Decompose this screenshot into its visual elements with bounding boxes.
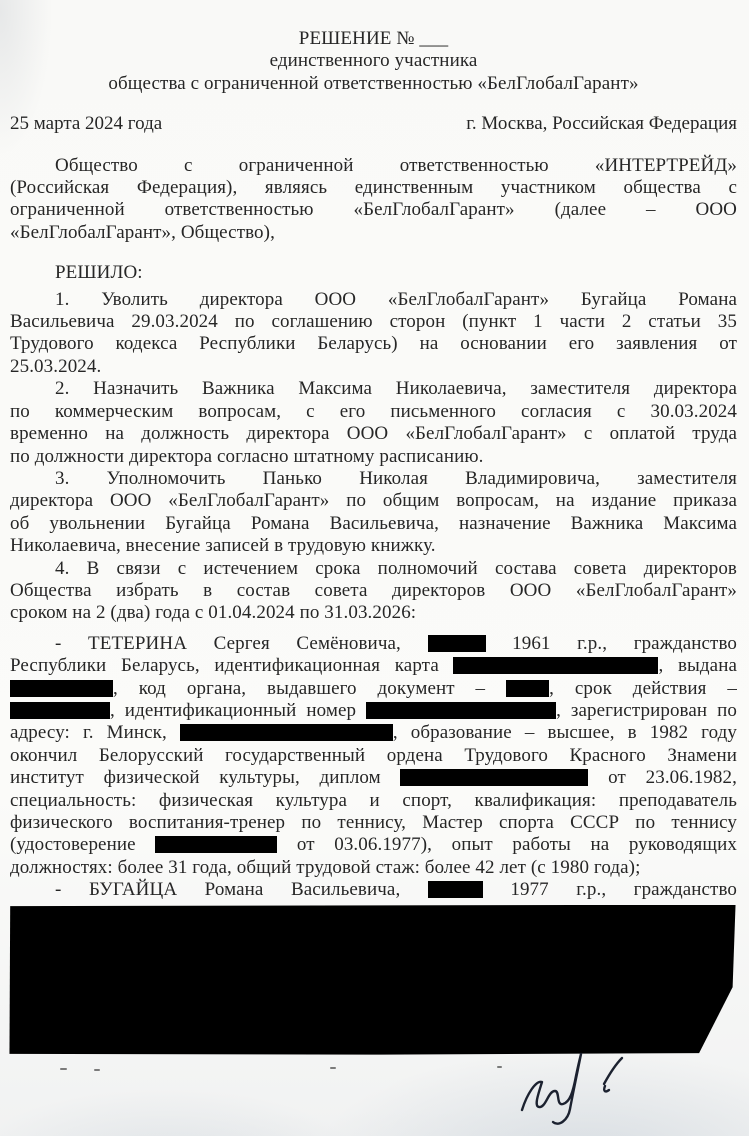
document-date: 25 марта 2024 года	[10, 113, 163, 135]
resolution-item-1	[10, 289, 737, 379]
doc-line: окончил Белорусский государственный ордена Трудового Красного Знамени	[10, 744, 737, 766]
title-line-2: единственного участника	[269, 50, 478, 72]
doc-line: 3. Уполномочить Панько Николая Владимировича, заместителя	[55, 467, 737, 489]
redaction-box	[10, 702, 110, 719]
doc-line: 1. Уволить директора ООО «БелГлобалГарант» Бугайца Романа	[55, 288, 737, 310]
doc-line	[10, 700, 737, 722]
council-member-teterina	[10, 633, 737, 879]
doc-line: Николаевича, внесение записей в трудовую книжку.	[10, 535, 436, 557]
text-segment: от 03.06.1977), опыт работы на руководящих	[277, 834, 737, 856]
document-place: г. Москва, Российская Федерация	[466, 113, 737, 135]
scan-artifact	[60, 1068, 67, 1070]
doc-line: ограниченной ответственностью «БелГлобалГарант» (далее – ООО	[10, 199, 737, 221]
redaction-box	[180, 724, 393, 741]
resolution-items	[10, 289, 737, 1055]
redaction-box	[506, 680, 549, 697]
text-segment: - ТЕТЕРИНА Сергея Семёновича,	[55, 632, 428, 654]
redaction-box	[428, 881, 483, 898]
doc-line: Общества избрать в состав совета директоров ООО «БелГлобалГарант»	[10, 579, 737, 601]
resolved-heading	[10, 262, 737, 284]
resolution-item-4	[10, 558, 737, 625]
doc-line	[10, 633, 737, 655]
doc-line: по должности директора согласно штатному расписанию.	[10, 445, 484, 467]
doc-line: специальность: физическая культура и спорт, квалификация: преподаватель	[10, 789, 737, 811]
text-segment: 1977 г.р., гражданство	[482, 879, 737, 901]
redaction-box	[453, 657, 658, 674]
doc-line: Трудового кодекса Республики Беларусь) на основании его заявления от	[10, 333, 737, 355]
council-member-bugaitsa	[10, 879, 737, 901]
doc-line: 2. Назначить Важника Максима Николаевича, заместителя директора	[55, 378, 737, 400]
doc-line: сроком на 2 (два) года с 01.04.2024 по 31.03.2026:	[10, 602, 417, 624]
text-segment: , образование – высшее, в 1982 году	[392, 722, 737, 744]
redaction-box	[400, 769, 588, 786]
scan-artifact	[94, 1069, 100, 1071]
redaction-block-large	[8, 905, 737, 1055]
title-line-3: общества с ограниченной ответственностью «БелГлобалГарант»	[108, 72, 639, 94]
document-title	[10, 28, 737, 95]
document-content	[10, 0, 737, 1055]
text-segment: адресу: г. Минск,	[10, 722, 180, 744]
doc-line: 4. В связи с истечением срока полномочий состава совета директоров	[55, 557, 737, 579]
doc-line	[10, 834, 737, 856]
doc-line: Общество с ограниченной ответственностью «ИНТЕРТРЕЙД»	[55, 154, 737, 176]
text-segment: от 23.06.1982,	[588, 767, 737, 789]
text-segment: Республики Беларусь, идентификационная карта	[10, 655, 454, 677]
doc-line: должностях: более 31 года, общий трудовой стаж: более 42 лет (с 1980 года);	[10, 856, 641, 878]
resolution-item-3	[10, 468, 737, 558]
title-line-1: РЕШЕНИЕ № ___	[298, 28, 449, 49]
signature	[500, 1048, 670, 1136]
doc-line: (Российская Федерация), являясь единственным участником общества с	[10, 177, 737, 199]
doc-line: временно на должность директора ООО «БелГлобалГарант» с оплатой труда	[10, 423, 737, 445]
doc-line: РЕШИЛО:	[55, 262, 143, 284]
doc-line	[10, 767, 737, 789]
doc-line	[10, 879, 737, 901]
text-segment: , зарегистрирован по	[556, 699, 737, 721]
text-segment: , идентификационный номер	[110, 699, 367, 721]
text-segment: 1961 г.р., гражданство	[485, 632, 737, 654]
doc-line: по коммерческим вопросам, с его письменного согласия с 30.03.2024	[10, 400, 737, 422]
text-segment: , выдана	[658, 655, 737, 677]
doc-line	[10, 678, 737, 700]
doc-line	[10, 655, 737, 677]
redaction-box	[428, 635, 486, 652]
scan-artifact	[330, 1067, 336, 1069]
text-segment: институт физической культуры, диплом	[10, 767, 401, 789]
doc-line: об увольнении Бугайца Романа Васильевича, назначение Важника Максима	[10, 512, 737, 534]
doc-line: Васильевича 29.03.2024 по соглашению сторон (пункт 1 части 2 статьи 35	[10, 311, 737, 333]
doc-line	[10, 722, 737, 744]
date-place-row	[10, 113, 737, 135]
doc-line: 25.03.2024.	[10, 355, 102, 377]
text-segment: (удостоверение	[10, 834, 156, 856]
doc-line: физического воспитания-тренер по теннису, Мастер спорта СССР по теннису	[10, 812, 737, 833]
redaction-box	[10, 680, 113, 697]
intro-paragraph	[10, 155, 737, 245]
redaction-box	[366, 702, 556, 719]
redaction-box	[155, 836, 277, 853]
doc-line: директора ООО «БелГлобалГарант» по общим вопросам, на издание приказа	[10, 490, 737, 512]
doc-line: «БелГлобалГарант», Общество),	[10, 221, 275, 243]
text-segment: , срок действия –	[549, 677, 738, 699]
text-segment: - БУГАЙЦА Романа Васильевича,	[55, 879, 428, 901]
text-segment: , код органа, выдавшего документ –	[113, 677, 507, 699]
resolution-item-2	[10, 378, 737, 468]
